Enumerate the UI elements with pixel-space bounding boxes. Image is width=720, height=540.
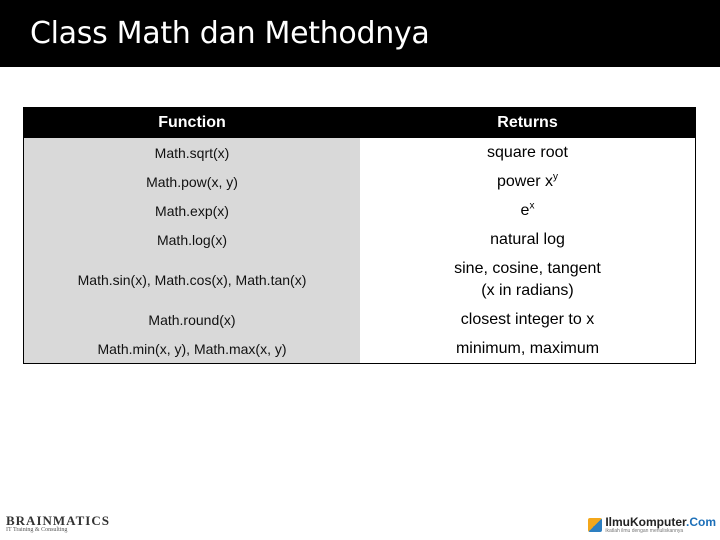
- returns-cell: [360, 167, 695, 196]
- table-row: [24, 254, 695, 305]
- returns-text: [490, 229, 565, 251]
- header-function: Function: [158, 113, 226, 131]
- returns-value: natural log: [490, 230, 565, 248]
- returns-value: sine, cosine, tangent: [454, 259, 601, 277]
- returns-cell: [360, 305, 695, 334]
- returns-value-line2: (x in radians): [481, 281, 574, 299]
- brainmatics-logo-text: BRAINMATICS: [6, 513, 110, 528]
- table-row: [24, 305, 695, 334]
- returns-value: closest integer to x: [460, 310, 595, 328]
- returns-superscript: y: [553, 171, 559, 183]
- function-cell: Math.pow(x, y): [24, 167, 360, 196]
- table-row: [24, 167, 695, 196]
- header-returns: Returns: [497, 113, 558, 131]
- returns-cell: [360, 225, 695, 254]
- returns-superscript: x: [529, 200, 535, 212]
- table-body: [24, 138, 695, 363]
- function-cell: Math.exp(x): [24, 196, 360, 225]
- table-header-row: [24, 107, 695, 138]
- returns-text: [521, 200, 535, 222]
- returns-value: square root: [487, 143, 568, 161]
- returns-cell: [360, 196, 695, 225]
- table-row: [24, 138, 695, 167]
- table-row: [24, 334, 695, 363]
- returns-cell: [360, 138, 695, 167]
- ilmukomputer-logo: [588, 516, 716, 538]
- table-row: [24, 196, 695, 225]
- returns-text: [456, 338, 599, 360]
- function-cell: Math.sin(x), Math.cos(x), Math.tan(x): [24, 254, 360, 305]
- returns-cell: [360, 254, 695, 305]
- function-cell: Math.min(x, y), Math.max(x, y): [24, 334, 360, 363]
- returns-text: [497, 171, 558, 193]
- returns-value: e: [520, 201, 530, 219]
- function-cell: Math.round(x): [24, 305, 360, 334]
- returns-text: [487, 142, 568, 164]
- returns-cell: [360, 334, 695, 363]
- slide-title: Class Math dan Methodnya: [30, 16, 430, 51]
- ilmukomputer-icon: [588, 518, 602, 532]
- returns-text: [454, 258, 601, 301]
- math-methods-table: [23, 107, 696, 364]
- brainmatics-logo: [6, 513, 110, 538]
- brainmatics-tagline: IT Training & Consulting: [6, 527, 68, 533]
- function-cell: Math.log(x): [24, 225, 360, 254]
- function-cell: Math.sqrt(x): [24, 138, 360, 167]
- ilmukomputer-tagline: ikatlah ilmu dengan menuliskannya: [605, 528, 684, 535]
- ilmukomputer-suffix: .Com: [686, 515, 716, 529]
- table-row: [24, 225, 695, 254]
- ilmukomputer-name: IlmuKomputer: [605, 515, 686, 529]
- returns-text: [461, 309, 594, 331]
- returns-value: power x: [496, 172, 554, 190]
- title-bar: [0, 0, 720, 67]
- returns-value: minimum, maximum: [455, 339, 600, 357]
